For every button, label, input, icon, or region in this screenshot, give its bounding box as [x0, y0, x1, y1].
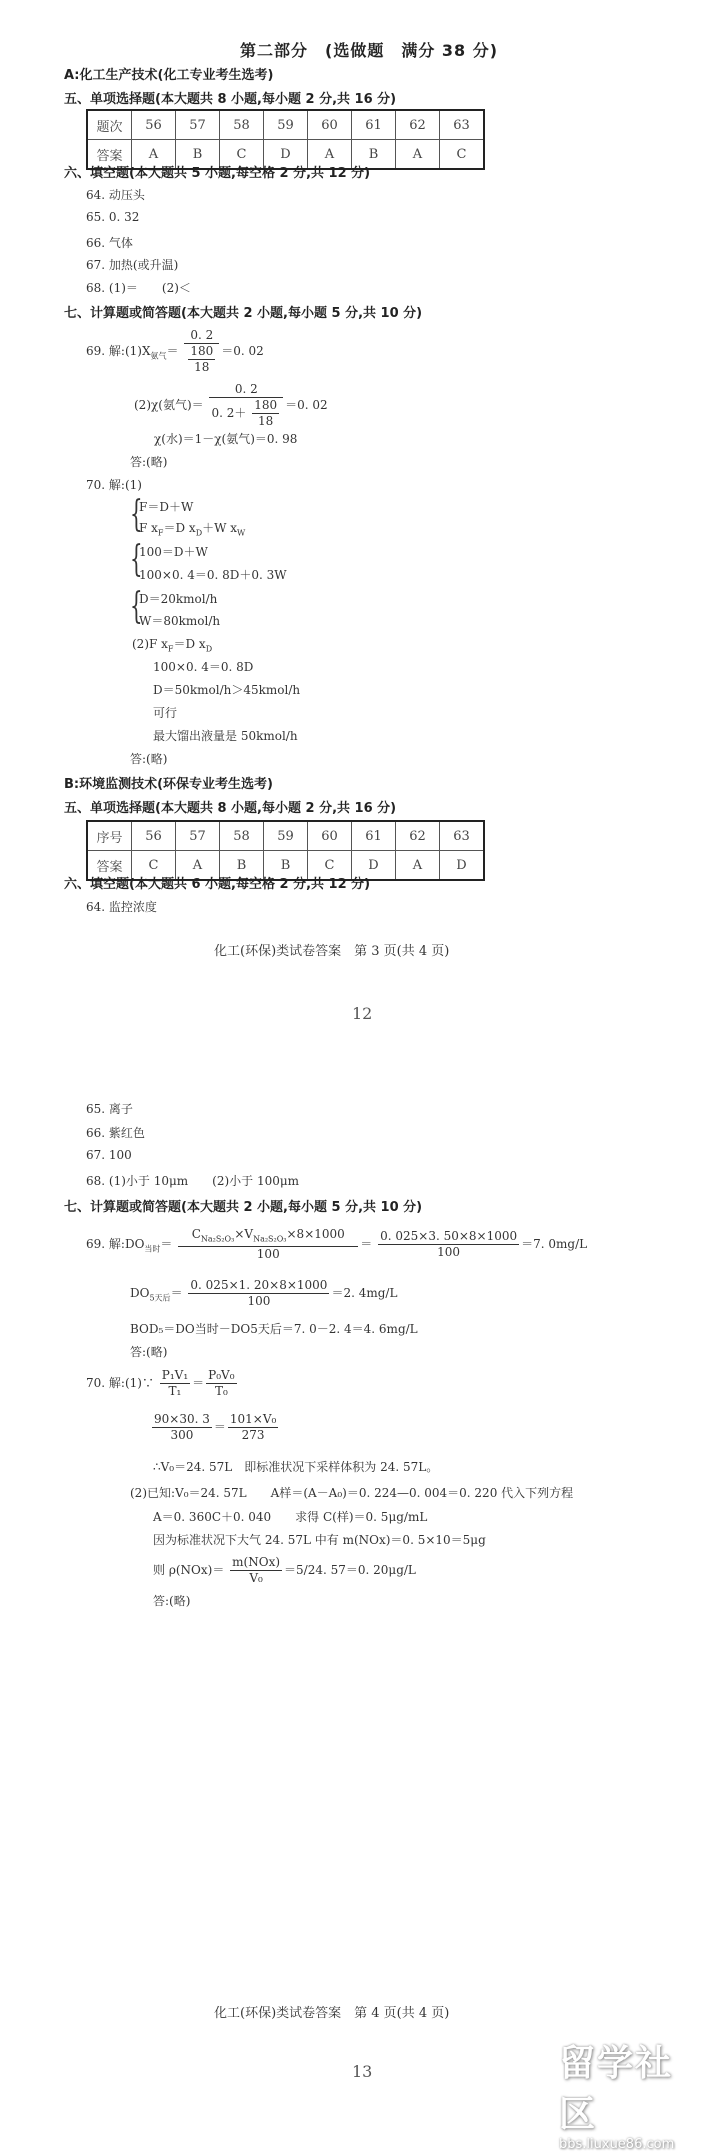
fraction — [160, 1368, 190, 1399]
fraction — [378, 1229, 519, 1260]
table-cell: 60 — [308, 110, 352, 140]
fraction — [178, 1227, 358, 1262]
table-cell: 58 — [220, 110, 264, 140]
q70b-therefore: ∴V₀＝24. 57L 即标准状况下采样体积为 24. 57L。 — [153, 1460, 439, 1474]
q69b-answer: 答:(略) — [130, 1345, 168, 1359]
q70b-line2: $\frac{90\times 30. 3}{300}$ ＝ $\frac{\text{101×V₀}}{273}$ — [154, 1412, 277, 1442]
q70-part2-line1: 100×0. 4＝0. 8D — [153, 660, 254, 674]
section-b-q6-heading: 六、填空题(本大题共 6 小题,每空格 2 分,共 12 分) — [64, 877, 371, 892]
q70-part2-head: (2)F $x_F=D$ $x_D$ — [132, 637, 213, 654]
q70-head: 70. 解:(1) — [86, 478, 142, 492]
table-cell: C — [220, 140, 264, 170]
denominator — [184, 344, 219, 375]
fraction — [252, 398, 279, 429]
numerator: 101×V₀ — [229, 1412, 277, 1426]
table-header-cell: 题次 — [87, 110, 132, 140]
denominator: T₀ — [214, 1384, 228, 1398]
q69-x-label: 69. 解:(1)X — [86, 344, 151, 358]
q70b-answer: 答:(略) — [153, 1594, 191, 1608]
q70-part2-line4: 最大馏出液量是 50kmol/h — [153, 729, 298, 743]
table-cell: 57 — [176, 821, 220, 851]
watermark-title: 留学社区 — [559, 2043, 674, 2135]
table-cell: A — [308, 140, 352, 170]
table-cell: 59 — [264, 821, 308, 851]
numerator: 180 — [190, 344, 214, 358]
denominator: 273 — [241, 1428, 265, 1442]
q69-chi-label: (2)χ(氨气)＝ — [134, 398, 204, 412]
q69b-line2 — [130, 1278, 397, 1309]
brace-icon: { — [130, 586, 143, 627]
denominator: V₀ — [249, 1571, 263, 1585]
denominator-part: 0. 2＋ — [211, 406, 247, 420]
q70-sys1-eq1: F＝D＋W — [139, 500, 194, 514]
watermark-url: bbs.liuxue86.com — [559, 2137, 675, 2152]
table-cell: C — [308, 851, 352, 881]
denominator: 300 — [170, 1428, 194, 1442]
numerator: 90×30. 3 — [154, 1412, 210, 1426]
table-cell: 56 — [132, 821, 176, 851]
q69-result-2: ＝0. 02 — [285, 398, 328, 412]
table-cell: D — [440, 851, 485, 881]
table-cell: 61 — [352, 821, 396, 851]
q69-answer: 答:(略) — [130, 455, 168, 469]
fill-answer-68: 68. (1)＝ (2)＜ — [86, 281, 191, 295]
q69b-result-1: ＝7. 0mg/L — [521, 1237, 588, 1252]
q70b-line1: 70. 解:(1)∵ $\frac{\text{P₁V₁}}{\text{T₁}}$ ＝ $\frac{\text{P₀V₀}}{\text{T₀}}$ — [86, 1368, 235, 1398]
table-cell: A — [396, 851, 440, 881]
q70-sys2-eq2: 100×0. 4＝0. 8D＋0. 3W — [139, 568, 287, 582]
table-header-cell: 序号 — [87, 821, 132, 851]
rho-result: ＝5/24. 57＝0. 20μg/L — [284, 1563, 416, 1577]
numerator: 180 — [254, 398, 278, 412]
q69b-do-label: 69. 解:DO — [86, 1237, 145, 1252]
table-cell: 63 — [440, 821, 485, 851]
table-cell: B — [220, 851, 264, 881]
denominator: 18 — [258, 414, 274, 428]
table-cell: B — [176, 140, 220, 170]
q70-part2-line2: D＝50kmol/h＞45kmol/h — [153, 683, 301, 697]
brace-icon: { — [130, 539, 143, 580]
page4-footer: 化工(环保)类试卷答案 第 4 页(共 4 页) — [214, 2006, 450, 2021]
section-a-q6-heading: 六、填空题(本大题共 5 小题,每空格 2 分,共 12 分) — [64, 166, 371, 181]
denominator: 100 — [247, 1294, 271, 1308]
section-a-heading: A:化工生产技术(化工专业考生选考) — [64, 68, 274, 83]
denominator: 18 — [194, 360, 210, 374]
fill-answer-64b: 64. 监控浓度 — [86, 900, 157, 914]
q70b-part2-line1: (2)已知:V₀＝24. 57L A样＝(A－A₀)＝0. 224—0. 004＝0. 220 代入下列方程 — [130, 1486, 574, 1500]
numerator: 0. 025×1. 20×8×1000 — [190, 1278, 328, 1292]
table-header-cell: 答案 — [87, 851, 132, 881]
fraction — [209, 382, 283, 429]
table-cell: D — [264, 140, 308, 170]
denominator: 100 — [437, 1245, 461, 1260]
fill-answer-67: 67. 加热(或升温) — [86, 258, 179, 272]
fill-answer-66b: 66. 紫红色 — [86, 1126, 145, 1140]
fraction — [152, 1412, 212, 1443]
table-cell: B — [264, 851, 308, 881]
q69b-line3: BOD₅＝DO当时－DO5天后＝7. 0－2. 4＝4. 6mg/L — [130, 1322, 418, 1336]
fraction — [206, 1368, 236, 1399]
table-cell: 60 — [308, 821, 352, 851]
fraction — [188, 1278, 329, 1309]
section-b-heading: B:环境监测技术(环保专业考生选考) — [64, 777, 273, 792]
fill-answer-64: 64. 动压头 — [86, 188, 145, 202]
q69-result-1: ＝0. 02 — [221, 344, 264, 358]
equals: ＝ — [360, 1237, 373, 1252]
fraction — [184, 328, 219, 375]
numerator: 0. 025×3. 50×8×1000 — [380, 1229, 518, 1244]
numerator: P₁V₁ — [161, 1368, 189, 1382]
rho-label: 则 ρ(NOx)＝ — [153, 1563, 225, 1577]
numerator: 0. 2 — [209, 382, 283, 398]
brace-icon: { — [130, 494, 143, 535]
numerator: $C_{Na_2S_2O_3}\times V_{Na_2S_2O_3}\times 8\times 1000$ — [178, 1227, 358, 1247]
q69-x-sub: 氨气 — [150, 351, 167, 361]
table-cell: 56 — [132, 110, 176, 140]
table-cell: C — [132, 851, 176, 881]
q70-part2-line3: 可行 — [153, 706, 178, 720]
table-cell: B — [352, 140, 396, 170]
part-title: 第二部分 (选做题 满分 38 分) — [240, 41, 499, 60]
fraction — [228, 1412, 278, 1443]
q70-sys3-eq1: D＝20kmol/h — [139, 592, 218, 606]
table-cell: A — [396, 140, 440, 170]
equals: ＝ — [160, 1237, 173, 1252]
fill-answer-68b: 68. (1)小于 10μm (2)小于 100μm — [86, 1174, 300, 1188]
section-a-q5-heading: 五、单项选择题(本大题共 8 小题,每小题 2 分,共 16 分) — [64, 92, 397, 107]
q70b-head: 70. 解:(1)∵ — [86, 1376, 154, 1390]
section-b-answer-table — [86, 820, 485, 881]
q69-line2 — [134, 382, 328, 429]
equals: ＝ — [170, 1286, 183, 1300]
fraction — [188, 344, 215, 375]
table-cell: 57 — [176, 110, 220, 140]
fraction — [230, 1555, 282, 1586]
fill-answer-67b: 67. 100 — [86, 1148, 132, 1162]
page3-footer: 化工(环保)类试卷答案 第 3 页(共 4 页) — [214, 944, 450, 959]
numerator: P₀V₀ — [208, 1368, 235, 1382]
section-a-answer-table — [86, 109, 485, 170]
q70-sys1-eq2: F $x_F=D$ $x_D+W$ $x_W$ — [139, 521, 246, 538]
denominator — [209, 398, 283, 429]
table-cell: 62 — [396, 110, 440, 140]
table-cell: 62 — [396, 821, 440, 851]
numerator: 0. 2 — [184, 328, 219, 344]
q70-answer: 答:(略) — [130, 752, 168, 766]
q69b-line1 — [86, 1227, 587, 1262]
table-cell: 63 — [440, 110, 485, 140]
q70b-part2-line2: A＝0. 360C＋0. 040 求得 C(样)＝0. 5μg/mL — [153, 1510, 428, 1524]
denominator: T₁ — [168, 1384, 182, 1398]
table-cell: D — [352, 851, 396, 881]
table-row — [87, 821, 484, 851]
table-cell: C — [440, 140, 485, 170]
q70b-part2-line4 — [153, 1555, 416, 1586]
fill-answer-65b: 65. 离子 — [86, 1102, 133, 1116]
table-row — [87, 110, 484, 140]
watermark-logo — [559, 2035, 709, 2152]
page4-q7-heading: 七、计算题或简答题(本大题共 2 小题,每小题 5 分,共 10 分) — [64, 1200, 423, 1215]
q70-sys3-eq2: W＝80kmol/h — [139, 614, 221, 628]
q69-line3: χ(水)＝1－χ(氨气)＝0. 98 — [154, 432, 298, 446]
denominator: 100 — [256, 1247, 280, 1262]
q69b-do5-label: DO — [130, 1286, 150, 1300]
equals: ＝ — [166, 344, 179, 358]
numerator: m(NOx) — [232, 1555, 281, 1569]
section-b-q5-heading: 五、单项选择题(本大题共 8 小题,每小题 2 分,共 16 分) — [64, 801, 397, 816]
q70b-part2-line3: 因为标准状况下大气 24. 57L 中有 m(NOx)＝0. 5×10＝5μg — [153, 1533, 486, 1547]
page-number-12: 12 — [352, 1004, 373, 1023]
q69b-result-2: ＝2. 4mg/L — [331, 1286, 398, 1300]
fill-answer-66: 66. 气体 — [86, 236, 133, 250]
section-a-q7-heading: 七、计算题或简答题(本大题共 2 小题,每小题 5 分,共 10 分) — [64, 306, 423, 321]
table-header-cell: 答案 — [87, 140, 132, 170]
page-number-13: 13 — [352, 2062, 373, 2081]
table-cell: 59 — [264, 110, 308, 140]
q69b-do-sub: 当时 — [144, 1244, 161, 1254]
q70-sys2-eq1: 100＝D＋W — [139, 545, 208, 559]
table-cell: A — [176, 851, 220, 881]
table-cell: 58 — [220, 821, 264, 851]
q69-line1 — [86, 328, 264, 375]
table-cell: 61 — [352, 110, 396, 140]
table-cell: A — [132, 140, 176, 170]
q69b-do5-sub: 5天后 — [149, 1293, 171, 1303]
fill-answer-65: 65. 0. 32 — [86, 210, 140, 224]
